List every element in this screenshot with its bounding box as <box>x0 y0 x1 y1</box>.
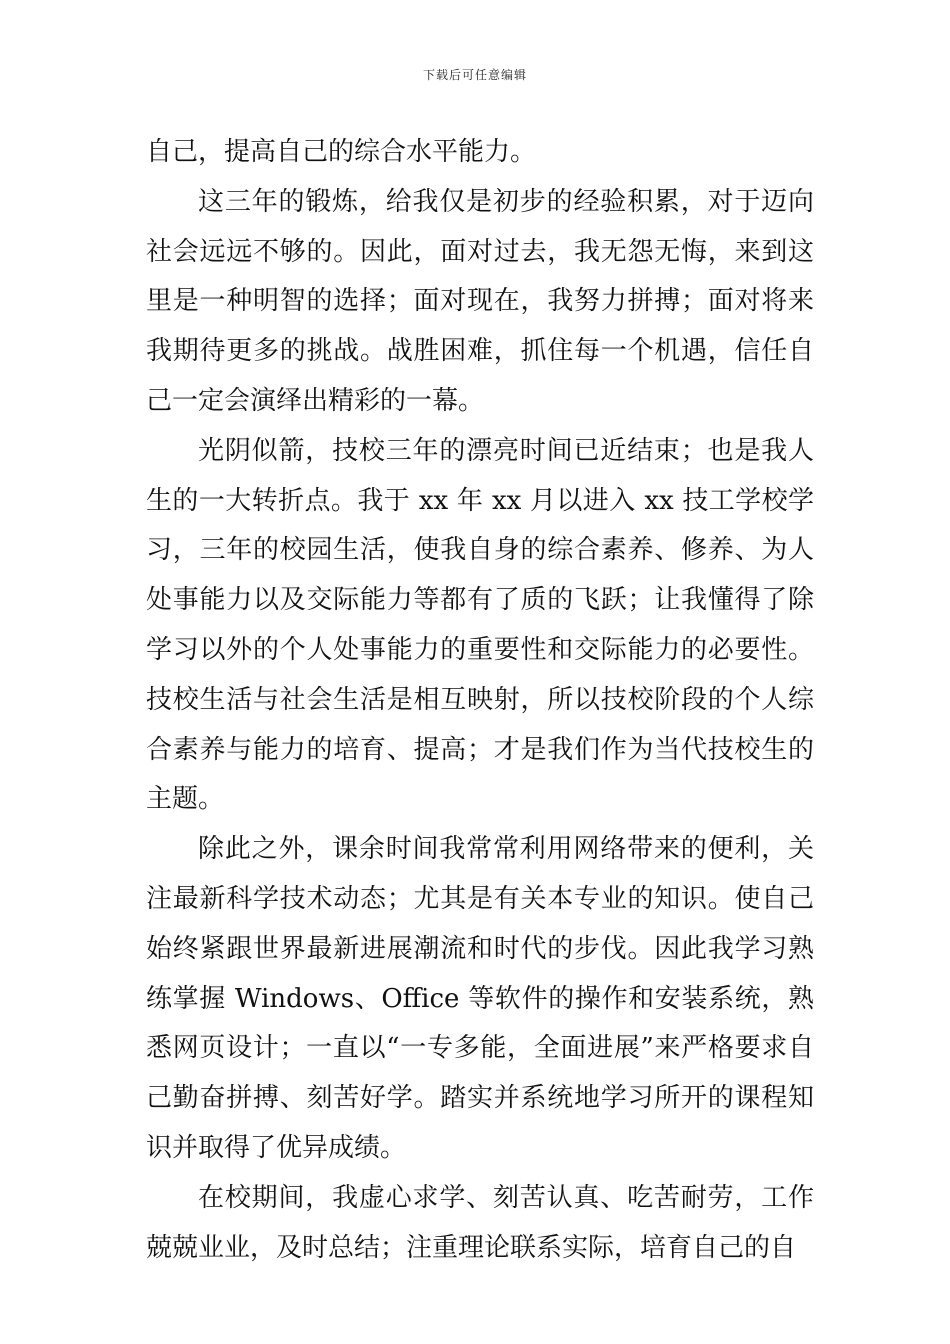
paragraph-1: 自己，提高自己的综合水平能力。 <box>146 137 537 167</box>
document-body <box>146 128 814 1273</box>
paragraph-3: 光阴似箭，技校三年的漂亮时间已近结束；也是我人生的一大转折点。我于 xx 年 xx 月以进入 xx 技工学校学习，三年的校园生活，使我自身的综合素养、修养、为人处事能力以及交际能力等都有了质的飞跃；让我懂得了除学习以外的个人处事能力的重要性和交际能力的必要性。技校生活与社会生活是相互映射，所以技校阶段的个人综合素养与能力的培育、提高；才是我们作为当代技校生的主题。 <box>146 435 814 815</box>
paragraph-4: 除此之外，课余时间我常常利用网络带来的便利，关注最新科学技术动态；尤其是有关本专业的知识。使自己始终紧跟世界最新进展潮流和时代的步伐。因此我学习熟练掌握 Windows、Office 等软件的操作和安装系统，熟悉网页设计；一直以“一专多能，全面进展”来严格要求自己勤奋拼搏、刻苦好学。踏实并系统地学习所开的课程知识并取得了优异成绩。 <box>146 834 814 1163</box>
page-header: 下载后可任意编辑 <box>422 68 527 82</box>
paragraph-5: 在校期间，我虚心求学、刻苦认真、吃苦耐劳，工作兢兢业业，及时总结；注重理论联系实际，培育自己的自 <box>146 1182 814 1263</box>
paragraph-2: 这三年的锻炼，给我仅是初步的经验积累，对于迈向社会远远不够的。因此，面对过去，我无怨无悔，来到这里是一种明智的选择；面对现在，我努力拼搏；面对将来我期待更多的挑战。战胜困难，抓住每一个机遇，信任自己一定会演绎出精彩的一幕。 <box>146 186 814 416</box>
